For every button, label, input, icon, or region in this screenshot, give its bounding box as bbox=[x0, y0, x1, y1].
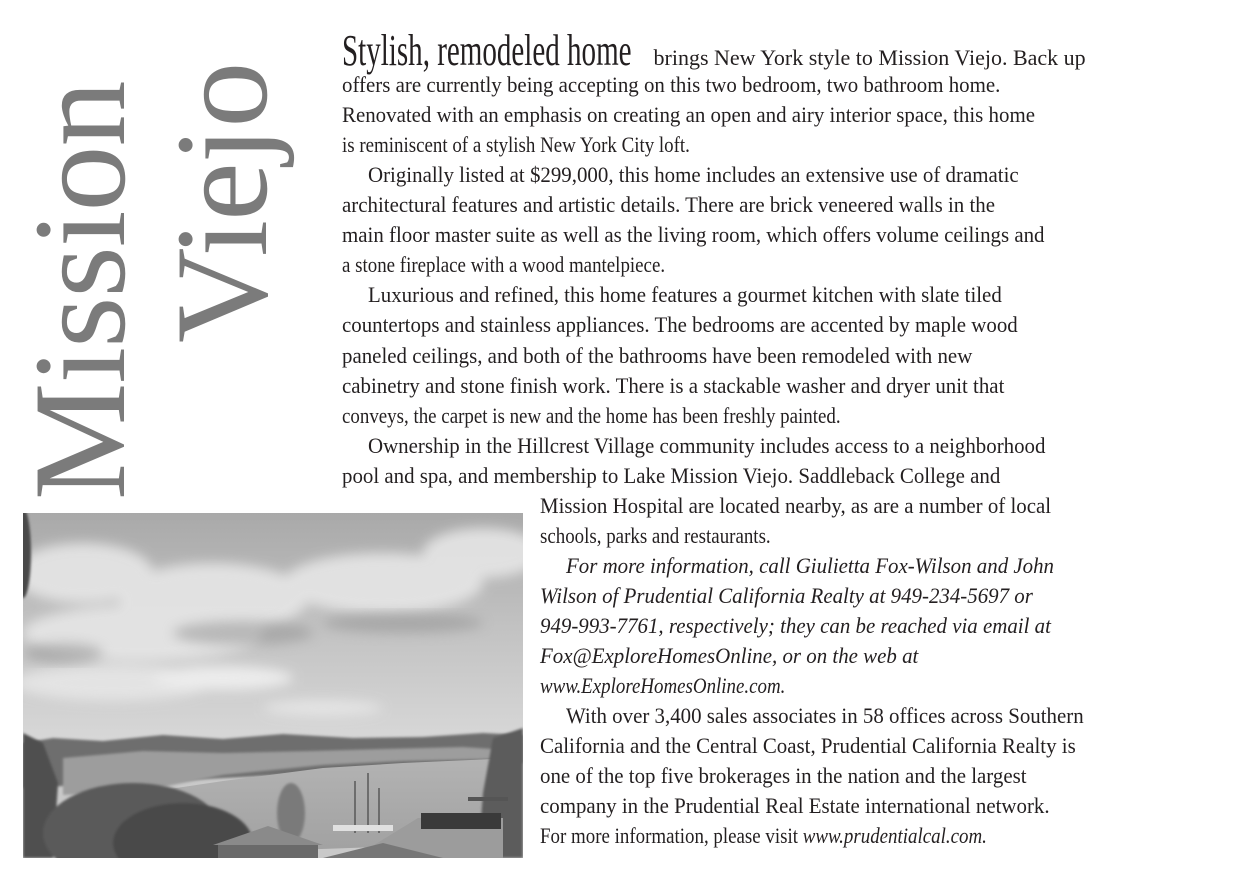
line-text: Wilson of Prudential California Realty at 949-234-5697 or bbox=[540, 582, 1033, 608]
line-text: www.ExploreHomesOnline.com. bbox=[540, 673, 786, 699]
body-line bbox=[368, 431, 1045, 461]
line-text: Fox@ExploreHomesOnline, or on the web at bbox=[540, 643, 919, 668]
dock bbox=[333, 825, 393, 831]
line-text: California and the Central Coast, Prudential California Realty is bbox=[540, 733, 1076, 759]
line-text: conveys, the carpet is new and the home has been freshly painted. bbox=[342, 402, 841, 428]
body-line bbox=[342, 100, 1035, 130]
line-text: main floor master suite as well as the living room, which offers volume ceilings and bbox=[342, 222, 1045, 248]
body-line bbox=[342, 310, 1018, 340]
line-text: With over 3,400 sales associates in 58 offices across Southern bbox=[566, 703, 1084, 729]
body-line bbox=[540, 731, 1076, 761]
body-line bbox=[540, 641, 918, 671]
body-line bbox=[566, 551, 1054, 581]
line-text: company in the Prudential Real Estate international network. bbox=[540, 793, 1050, 819]
line-text: For more information, call Giulietta Fox-Wilson and John bbox=[566, 552, 1055, 578]
headline: Stylish, remodeled home bbox=[342, 26, 632, 75]
body-line bbox=[342, 250, 665, 280]
line-text: one of the top five brokerages in the nation and the largest bbox=[540, 763, 1027, 789]
body-line bbox=[540, 611, 1051, 641]
body-line bbox=[342, 401, 841, 431]
body-line bbox=[540, 821, 987, 851]
lake-photo bbox=[23, 513, 523, 858]
line-text: paneled ceilings, and both of the bathrooms have been remodeled with new bbox=[342, 342, 973, 368]
body-line bbox=[342, 190, 995, 220]
body-line bbox=[368, 280, 1002, 310]
headline-line bbox=[342, 26, 1086, 75]
body-line bbox=[540, 671, 785, 701]
body-line bbox=[342, 130, 690, 160]
headline-continuation: brings New York style to Mission Viejo. Back up bbox=[648, 45, 1086, 70]
line-text: cabinetry and stone finish work. There is a stackable washer and dryer unit that bbox=[342, 372, 1005, 398]
title-viejo: Viejo bbox=[148, 62, 295, 343]
website-link[interactable]: www.prudentialcal.com. bbox=[802, 823, 987, 849]
body-line bbox=[342, 220, 1045, 250]
line-text: pool and spa, and membership to Lake Mission Viejo. Saddleback College and bbox=[342, 462, 1001, 488]
body-line bbox=[342, 371, 1004, 401]
lake-photo-illustration bbox=[23, 513, 523, 858]
line-text: architectural features and artistic details. There are brick veneered walls in the bbox=[342, 192, 996, 218]
line-text: Ownership in the Hillcrest Village community includes access to a neighborhood bbox=[368, 432, 1046, 458]
line-text: offers are currently being accepting on this two bedroom, two bathroom home. bbox=[342, 72, 1001, 98]
body-line bbox=[342, 341, 972, 371]
line-text: a stone fireplace with a wood mantelpiece. bbox=[342, 252, 666, 278]
line-text: Renovated with an emphasis on creating an open and airy interior space, this home bbox=[342, 102, 1035, 128]
body-line bbox=[540, 521, 771, 551]
headline-wrap bbox=[342, 26, 648, 75]
body-line bbox=[566, 701, 1084, 731]
body-line bbox=[342, 461, 1000, 491]
line-text: Mission Hospital are located nearby, as are a number of local bbox=[540, 492, 1052, 518]
body-line bbox=[368, 160, 1019, 190]
line-text: 949-993-7761, respectively; they can be reached via email at bbox=[540, 612, 1051, 638]
line-text: For more information, please visit bbox=[540, 823, 803, 849]
line-text: Luxurious and refined, this home features a gourmet kitchen with slate tiled bbox=[368, 282, 1002, 308]
body-line bbox=[540, 491, 1051, 521]
body-line bbox=[540, 791, 1050, 821]
body-line bbox=[342, 70, 1000, 100]
line-text: schools, parks and restaurants. bbox=[540, 522, 771, 548]
line-text: is reminiscent of a stylish New York City loft. bbox=[342, 132, 690, 158]
right-dock bbox=[468, 797, 508, 801]
body-line bbox=[540, 761, 1027, 791]
body-line bbox=[540, 581, 1033, 611]
line-text: Originally listed at $299,000, this home includes an extensive use of dramatic bbox=[368, 162, 1019, 188]
title-mission: Mission bbox=[6, 81, 153, 500]
line-text: countertops and stainless appliances. The bedrooms are accented by maple wood bbox=[342, 312, 1018, 338]
